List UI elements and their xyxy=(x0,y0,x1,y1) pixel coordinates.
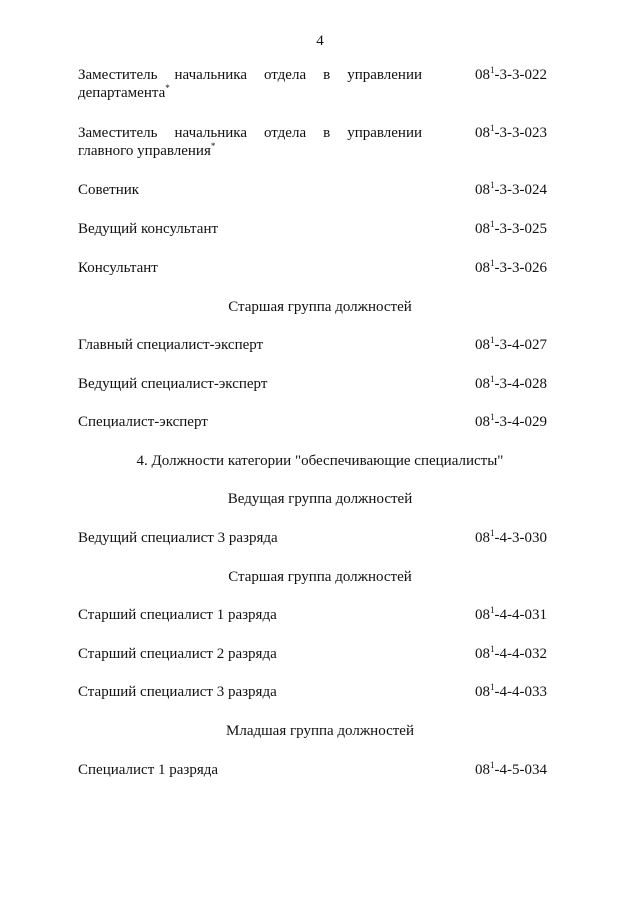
position-title xyxy=(78,66,422,102)
position-code: $08^1-3-3-022$ xyxy=(475,65,547,83)
group-heading: Старшая группа должностей xyxy=(228,569,412,585)
section-heading: 4. Должности категории "обеспечивающие специалисты" xyxy=(136,453,504,469)
position-title-line: департамента* xyxy=(78,83,170,101)
position-code: $08^1-4-4-032$ xyxy=(475,644,547,662)
position-title: Советник xyxy=(78,182,140,198)
position-title-line: Заместитель начальника отдела в управлении xyxy=(78,67,422,83)
position-title: Специалист 1 разряда xyxy=(78,762,219,778)
position-code: $08^1-4-4-031$ xyxy=(475,605,547,623)
position-code: $08^1-3-4-028$ xyxy=(475,374,547,392)
position-title-line: главного управления* xyxy=(78,141,216,159)
position-title: Главный специалист-эксперт xyxy=(78,337,264,353)
position-code: $08^1-3-3-026$ xyxy=(475,258,547,276)
position-code: $08^1-3-4-029$ xyxy=(475,412,547,430)
position-code: $08^1-4-5-034$ xyxy=(475,760,547,778)
position-title: Старший специалист 2 разряда xyxy=(78,646,277,662)
position-title: Специалист-эксперт xyxy=(78,414,208,430)
position-code: $08^1-3-3-025$ xyxy=(475,219,547,237)
footnote-mark: * xyxy=(210,141,216,151)
position-title: Старший специалист 3 разряда xyxy=(78,684,277,700)
position-code: $08^1-4-4-033$ xyxy=(475,682,547,700)
page-number: 4 xyxy=(316,33,324,49)
position-code: $08^1-3-3-024$ xyxy=(475,180,547,198)
footnote-mark: * xyxy=(165,83,170,93)
group-heading: Старшая группа должностей xyxy=(228,299,412,315)
position-title-line: Заместитель начальника отдела в управлении xyxy=(78,125,422,141)
position-code: $08^1-3-3-023$ xyxy=(475,123,547,141)
position-title: Ведущий консультант xyxy=(78,221,219,237)
group-heading: Младшая группа должностей xyxy=(226,723,414,739)
group-heading: Ведущая группа должностей xyxy=(227,491,413,507)
position-title: Старший специалист 1 разряда xyxy=(78,607,277,623)
position-code: $08^1-3-4-027$ xyxy=(475,335,547,353)
position-title: Ведущий специалист 3 разряда xyxy=(78,530,278,546)
position-title: Ведущий специалист-эксперт xyxy=(78,376,268,392)
position-title xyxy=(78,124,422,160)
position-title: Консультант xyxy=(78,260,158,276)
position-code: $08^1-4-3-030$ xyxy=(475,528,547,546)
